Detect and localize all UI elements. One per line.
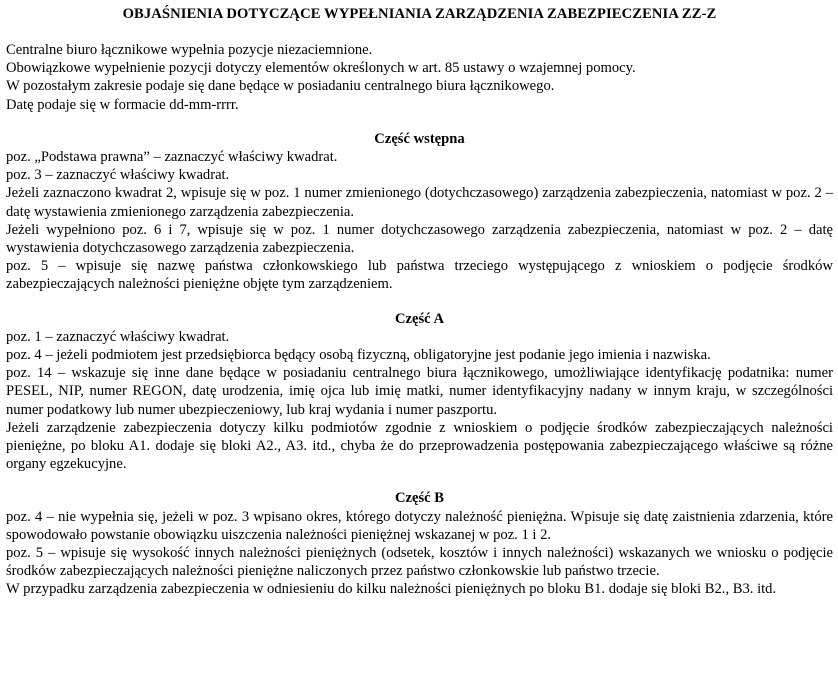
section-paragraph: poz. 4 – jeżeli podmiotem jest przedsiębiorca będący osobą fizyczną, obligatoryjne jest podanie jego imienia i nazwiska. bbox=[6, 347, 711, 364]
intro-line: Obowiązkowe wypełnienie pozycji dotyczy elementów określonych w art. 85 ustawy o wzajemnej pomocy. bbox=[6, 60, 636, 77]
section-paragraph: Jeżeli zaznaczono kwadrat 2, wpisuje się w poz. 1 numer zmienionego (dotychczasowego) zarządzenia zabezpieczenia, natomiast w poz. 2 – datę wystawienia zmienionego zarządzenia zabezpieczenia. bbox=[6, 185, 833, 220]
section-paragraph: poz. 4 – nie wypełnia się, jeżeli w poz. 3 wpisano okres, którego dotyczy należność pieniężna. Wpisuje się datę zaistnienia zdarzenia, które spowodowało powstanie obowiązku uiszczenia należności pieniężnej wskazanej w poz. 1 i 2. bbox=[6, 508, 833, 543]
section-part-a bbox=[6, 310, 833, 474]
section-paragraph: Jeżeli zarządzenie zabezpieczenia dotyczy kilku podmiotów zgodnie z wnioskiem o podjęcie środków zabezpieczających należności pieniężne, po bloku A1. dodaje się bloki A2., A3. itd., chyba że do przeprowadzenia postępowania zabezpieczającego właściwe są różne organy egzekucyjne. bbox=[6, 419, 833, 473]
intro-line: Centralne biuro łącznikowe wypełnia pozycje niezaciemnione. bbox=[6, 42, 373, 58]
section-heading: Część wstępna bbox=[374, 130, 465, 147]
intro-line: Datę podaje się w formacie dd-mm-rrrr. bbox=[6, 96, 239, 113]
intro-block bbox=[6, 41, 833, 114]
section-heading: Część A bbox=[394, 310, 445, 327]
document-title: OBJAŚNIENIA DOTYCZĄCE WYPEŁNIANIA ZARZĄDZENIA ZABEZPIECZENIA ZZ-Z bbox=[122, 6, 717, 22]
section-paragraph: Jeżeli wypełniono poz. 6 i 7, wpisuje się w poz. 1 numer dotychczasowego zarządzenia zabezpieczenia, natomiast w poz. 2 – datę wystawienia dotychczasowego zarządzenia zabezpieczenia. bbox=[6, 221, 833, 257]
section-paragraph: poz. 3 – zaznaczyć właściwy kwadrat. bbox=[6, 167, 230, 184]
section-paragraph: poz. 14 – wskazuje się inne dane będące w posiadaniu centralnego biura łącznikowego, umożliwiające identyfikację podatnika: numer PESEL, NIP, numer REGON, datę urodzenia, imię ojca lub imię matki, numer identyfikacyjny nadany w innym kraju, w szczególności numer podatkowy lub numer ubezpieczeniowy, lub kraj wydania i numer paszportu. bbox=[6, 365, 833, 418]
section-intro-part bbox=[6, 130, 833, 294]
section-paragraph: poz. „Podstawa prawna” – zaznaczyć właściwy kwadrat. bbox=[6, 149, 338, 166]
section-paragraph: W przypadku zarządzenia zabezpieczenia w odniesieniu do kilku należności pieniężnych po bloku B1. dodaje się bloki B2., B3. itd. bbox=[6, 581, 777, 598]
section-heading: Część B bbox=[394, 490, 445, 507]
section-part-b bbox=[6, 489, 833, 598]
intro-line: W pozostałym zakresie podaje się dane będące w posiadaniu centralnego biura łącznikowego. bbox=[6, 78, 555, 95]
section-paragraph: poz. 5 – wpisuje się nazwę państwa członkowskiego lub państwa trzeciego występującego z wnioskiem o podjęcie środków zabezpieczających należności pieniężne objęte tym zarządzeniem. bbox=[6, 258, 833, 293]
section-paragraph: poz. 5 – wpisuje się wysokość innych należności pieniężnych (odsetek, kosztów i innych należności) wskazanych we wniosku o podjęcie środków zabezpieczających należności pieniężne naliczonych przez państwo członkowskie lub państwo trzecie. bbox=[6, 545, 833, 580]
section-paragraph: poz. 1 – zaznaczyć właściwy kwadrat. bbox=[6, 328, 230, 345]
